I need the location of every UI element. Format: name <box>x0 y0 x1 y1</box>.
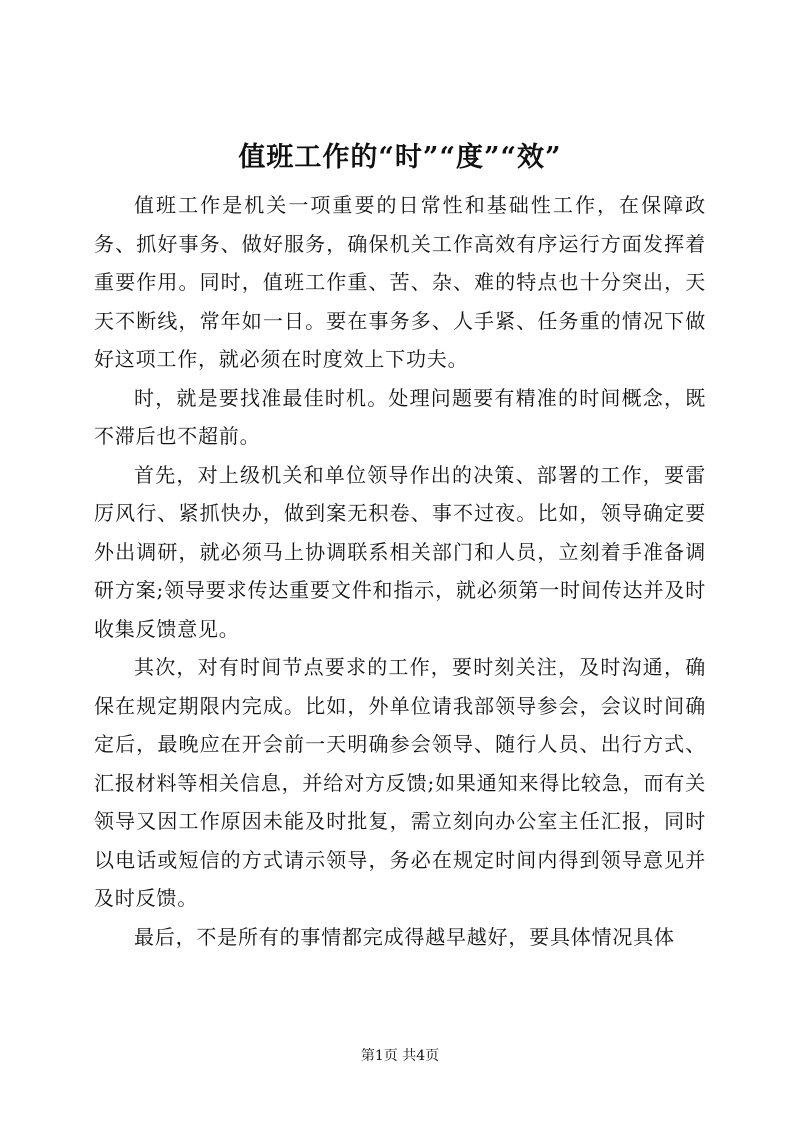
paragraph-second: 其次，对有时间节点要求的工作，要时刻关注，及时沟通，确保在规定期限内完成。比如，外单位请我部领导参会，会议时间确定后，最晚应在开会前一天明确参会领导、随行人员、出行方式、汇报材料等相关信息，并给对方反馈;如果通知来得比较急，而有关领导又因工作原因未能及时批复，需立刻向办公室主任汇报，同时以电话或短信的方式请示领导，务必在规定时间内得到领导意见并及时反馈。 <box>94 655 706 910</box>
document-title: 值班工作的“时”“度”“效” <box>238 142 562 173</box>
paragraph-last: 最后，不是所有的事情都完成得越早越好，要具体情况具体 <box>134 924 675 949</box>
page-number-footer: 第1页 共4页 <box>360 1048 440 1064</box>
document-body <box>94 186 706 956</box>
paragraph-intro: 值班工作是机关一项重要的日常性和基础性工作，在保障政务、抓好事务、做好服务，确保机关工作高效有序运行方面发挥着重要作用。同时，值班工作重、苦、杂、难的特点也十分突出，天天不断线，常年如一日。要在事务多、人手紧、任务重的情况下做好这项工作，就必须在时度效上下功夫。 <box>94 193 706 371</box>
paragraph-first: 首先，对上级机关和单位领导作出的决策、部署的工作，要雷厉风行、紧抓快办，做到案无积卷、事不过夜。比如，领导确定要外出调研，就必须马上协调联系相关部门和人员，立刻着手准备调研方案;领导要求传达重要文件和指示，就必须第一时间传达并及时收集反馈意见。 <box>94 462 706 641</box>
paragraph-timing: 时，就是要找准最佳时机。处理问题要有精准的时间概念，既不滞后也不超前。 <box>94 385 706 448</box>
